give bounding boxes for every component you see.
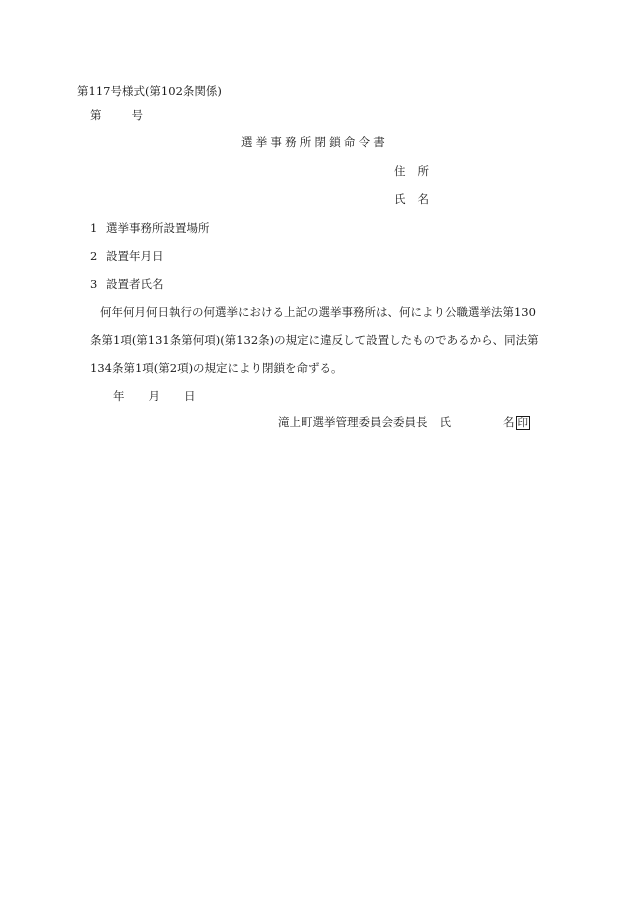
form-number: 第117号様式(第102条関係) [77, 84, 222, 98]
signature-name-char-2: 名 [503, 415, 515, 429]
body-text-line: 何年何月何日執行の何選挙における上記の選挙事務所は、何により公職選挙法第130 [100, 305, 536, 319]
date-month-label: 月 [148, 389, 160, 403]
list-item [90, 223, 210, 235]
list-item-number: 3 [90, 277, 98, 291]
list-item-label: 設置年月日 [106, 249, 164, 263]
document-number [90, 110, 143, 122]
body-text-line: 条第1項(第131条第何項)(第132条)の規定に違反して設置したものであるから、同法第 [90, 333, 539, 347]
name-label-char-2: 名 [417, 192, 429, 206]
list-item-number: 2 [90, 249, 98, 263]
name-label-char-1: 氏 [394, 192, 406, 206]
signing-authority: 滝上町選挙管理委員会委員長 [278, 415, 428, 429]
list-item-label: 選挙事務所設置場所 [106, 221, 210, 235]
issue-date [113, 391, 196, 403]
signature-name-char-1: 氏 [439, 415, 451, 429]
seal-mark: 印 [517, 417, 528, 429]
recipient-name-label [394, 194, 429, 206]
list-item [90, 279, 164, 291]
recipient-address-label [394, 166, 429, 178]
list-item-number: 1 [90, 221, 98, 235]
date-day-label: 日 [184, 389, 196, 403]
signature-line [278, 416, 530, 430]
document-number-prefix: 第 [90, 108, 102, 122]
list-item-label: 設置者氏名 [106, 277, 164, 291]
date-year-label: 年 [113, 389, 125, 403]
list-item [90, 251, 164, 263]
document-title: 選挙事務所閉鎖命令書 [241, 135, 388, 149]
document-number-suffix: 号 [131, 108, 143, 122]
address-label-char-2: 所 [417, 164, 429, 178]
body-text-line: 134条第1項(第2項)の規定により閉鎖を命ずる。 [90, 361, 343, 375]
address-label-char-1: 住 [394, 164, 406, 178]
